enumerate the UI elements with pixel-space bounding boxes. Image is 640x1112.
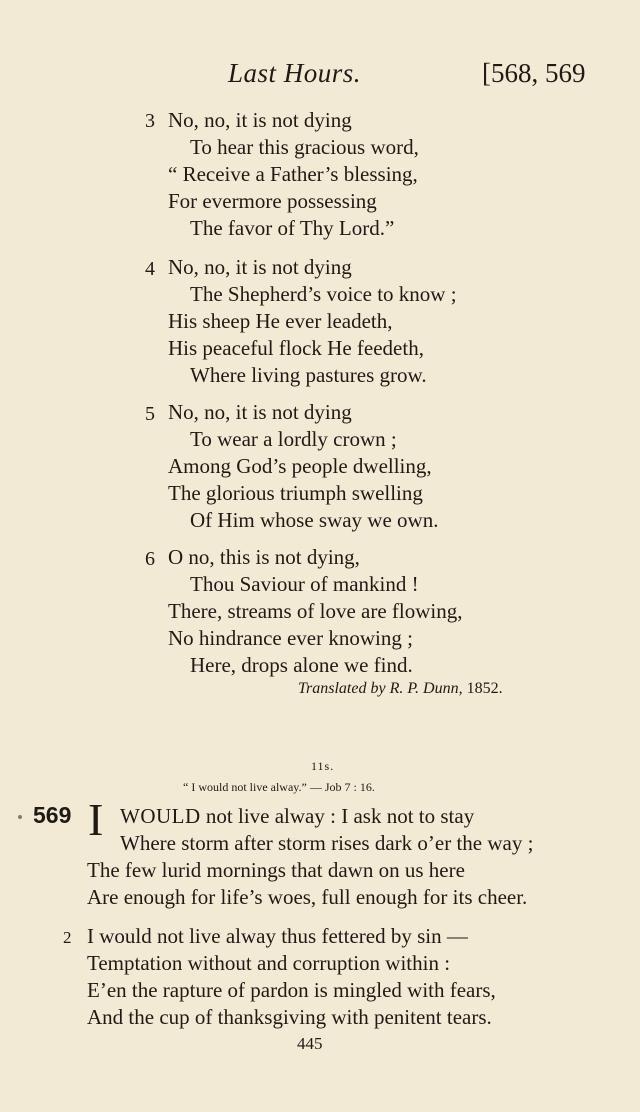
verse-line: To hear this gracious word, [190, 135, 419, 159]
verse-line: No hindrance ever knowing ; [168, 626, 413, 650]
stanza-number: 6 [145, 548, 155, 570]
verse-line: Among God’s people dwelling, [168, 454, 432, 478]
verse-line: Are enough for life’s woes, full enough for its cheer. [87, 885, 528, 909]
verse-line: The few lurid mornings that dawn on us here [87, 858, 465, 882]
small-caps-word: WOULD [120, 804, 201, 828]
translation-credit [298, 680, 503, 698]
stanza-number: 4 [145, 258, 155, 280]
running-head-hymn-numbers: [568, 569 [482, 58, 586, 88]
verse-line: Where living pastures grow. [190, 363, 427, 387]
verse-line: There, streams of love are flowing, [168, 599, 463, 623]
verse-line: Where storm after storm rises dark o’er the way ; [120, 831, 534, 855]
meter-label: 11s. [311, 759, 335, 773]
margin-mark [18, 815, 22, 819]
verse-line: Here, drops alone we find. [190, 653, 413, 677]
stanza-number: 3 [145, 110, 155, 132]
stanza-number: 5 [145, 403, 155, 425]
first-line-rest: not live alway : I ask not to stay [205, 804, 475, 828]
verse-line: I would not live alway thus fettered by sin — [87, 924, 468, 948]
verse-line: No, no, it is not dying [168, 108, 352, 132]
running-head-title: Last Hours. [228, 58, 362, 88]
page-number: 445 [297, 1034, 323, 1053]
verse-line: “ Receive a Father’s blessing, [168, 162, 418, 186]
stanza-number: 2 [63, 928, 72, 947]
verse-line: For evermore possessing [168, 189, 377, 213]
verse-line: And the cup of thanksgiving with penitent tears. [87, 1005, 492, 1029]
verse-line: Temptation without and corruption within : [87, 951, 451, 975]
verse-line: The Shepherd’s voice to know ; [190, 282, 457, 306]
verse-line: To wear a lordly crown ; [190, 427, 397, 451]
verse-line: No, no, it is not dying [168, 400, 352, 424]
verse-line: Thou Saviour of mankind ! [190, 572, 419, 596]
verse-line: The glorious triumph swelling [168, 481, 423, 505]
translator: Translated by R. P. Dunn, [298, 680, 463, 697]
verse-line: E’en the rapture of pardon is mingled with fears, [87, 978, 496, 1002]
verse-line: His sheep He ever leadeth, [168, 309, 393, 333]
credit-year: 1852. [466, 680, 503, 697]
scripture-epigraph: “ I would not live alway.” — Job 7 : 16. [183, 780, 375, 794]
verse-line [120, 804, 474, 829]
verse-line: His peaceful flock He feedeth, [168, 336, 424, 360]
hymn-number: 569 [33, 802, 72, 828]
verse-line: Of Him whose sway we own. [190, 508, 439, 532]
verse-line: No, no, it is not dying [168, 255, 352, 279]
drop-cap: I [88, 794, 104, 845]
verse-line: O no, this is not dying, [168, 545, 360, 569]
verse-line: The favor of Thy Lord.” [190, 216, 395, 240]
